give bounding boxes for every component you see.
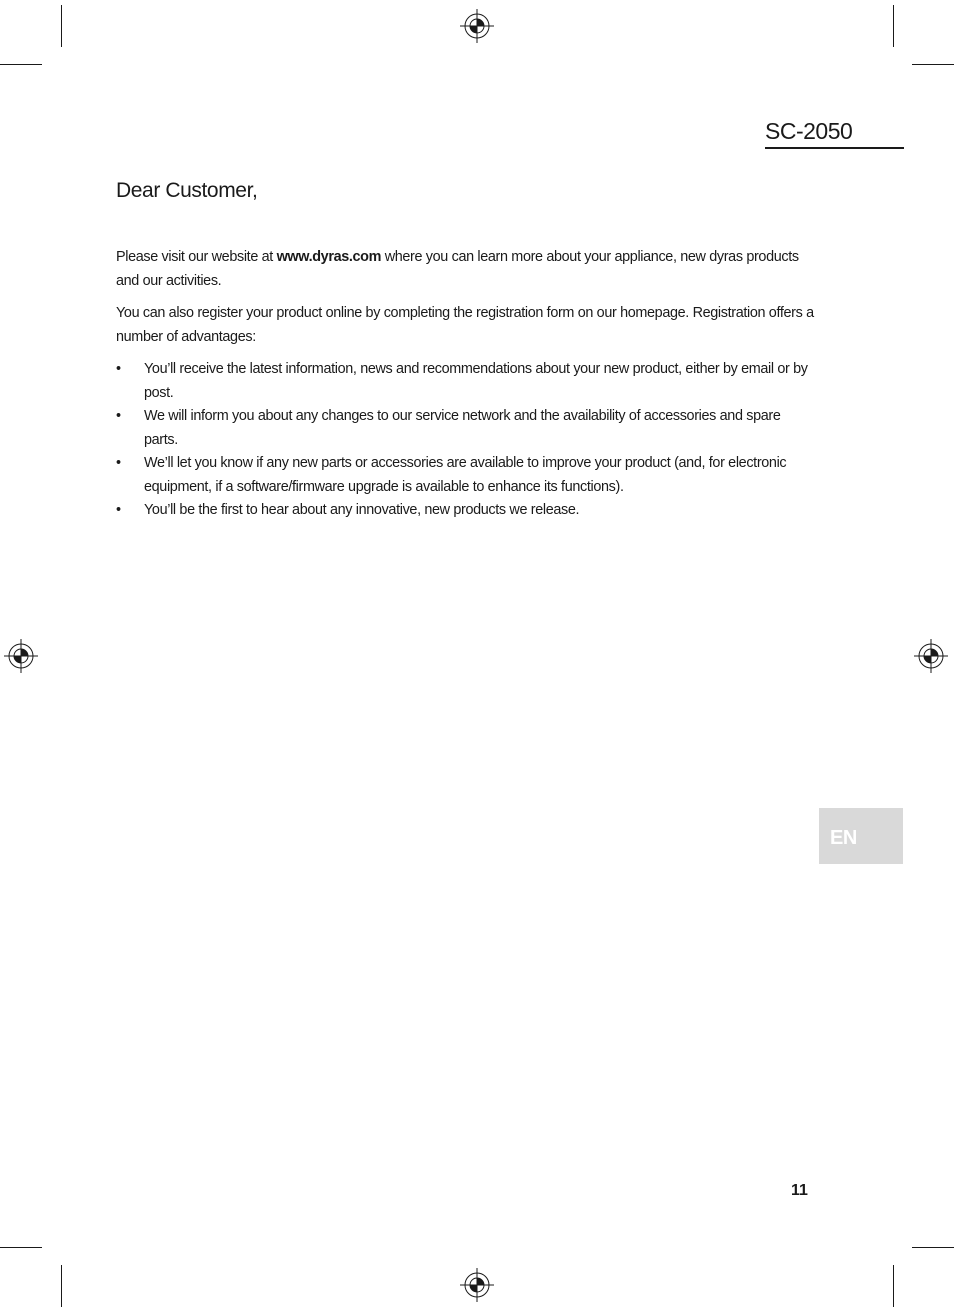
body-content: [116, 246, 816, 523]
list-item: [116, 358, 816, 405]
crop-mark-top-right-horizontal: [912, 64, 954, 65]
list-item-text: You’ll receive the latest information, news and recommendations about your new product, either by email or by post.: [144, 361, 808, 401]
greeting-heading: Dear Customer,: [116, 179, 258, 202]
language-tab: EN: [819, 808, 903, 864]
registration-mark-left-icon: [4, 639, 38, 673]
registration-mark-top-icon: [460, 9, 494, 43]
list-item: [116, 499, 816, 523]
crop-mark-top-left-vertical: [61, 5, 62, 47]
page-number: 11: [791, 1182, 808, 1199]
list-item-text: You’ll be the first to hear about any innovative, new products we release.: [144, 502, 580, 518]
crop-mark-bottom-right-vertical: [893, 1265, 894, 1307]
website-link[interactable]: www.dyras.com: [276, 249, 382, 265]
bullet-icon: •: [116, 502, 121, 518]
bullet-icon: •: [116, 455, 121, 471]
model-number: SC-2050: [765, 116, 904, 149]
registration-paragraph: You can also register your product online by completing the registration form on our homepage. Registration offers a number of advantages:: [116, 305, 814, 345]
intro-before-link: Please visit our website at: [116, 249, 277, 265]
crop-mark-bottom-right-horizontal: [912, 1247, 954, 1248]
crop-mark-top-left-horizontal: [0, 64, 42, 65]
list-item: [116, 452, 816, 499]
advantages-list: [116, 358, 816, 523]
crop-mark-bottom-left-horizontal: [0, 1247, 42, 1248]
list-item-text: We will inform you about any changes to our service network and the availability of accessories and spare parts.: [144, 408, 781, 448]
bullet-icon: •: [116, 361, 121, 377]
registration-mark-bottom-icon: [460, 1268, 494, 1302]
intro-paragraph: [116, 246, 816, 293]
list-item: [116, 405, 816, 452]
intro-after-link: where you can learn more about your appliance, new dyras products and our activities.: [116, 249, 799, 289]
bullet-icon: •: [116, 408, 121, 424]
crop-mark-bottom-left-vertical: [61, 1265, 62, 1307]
list-item-text: We’ll let you know if any new parts or accessories are available to improve your product (and, for electronic equipment, if a software/firmware upgrade is available to enhance its functions).: [144, 455, 787, 495]
registration-mark-right-icon: [914, 639, 948, 673]
crop-mark-top-right-vertical: [893, 5, 894, 47]
